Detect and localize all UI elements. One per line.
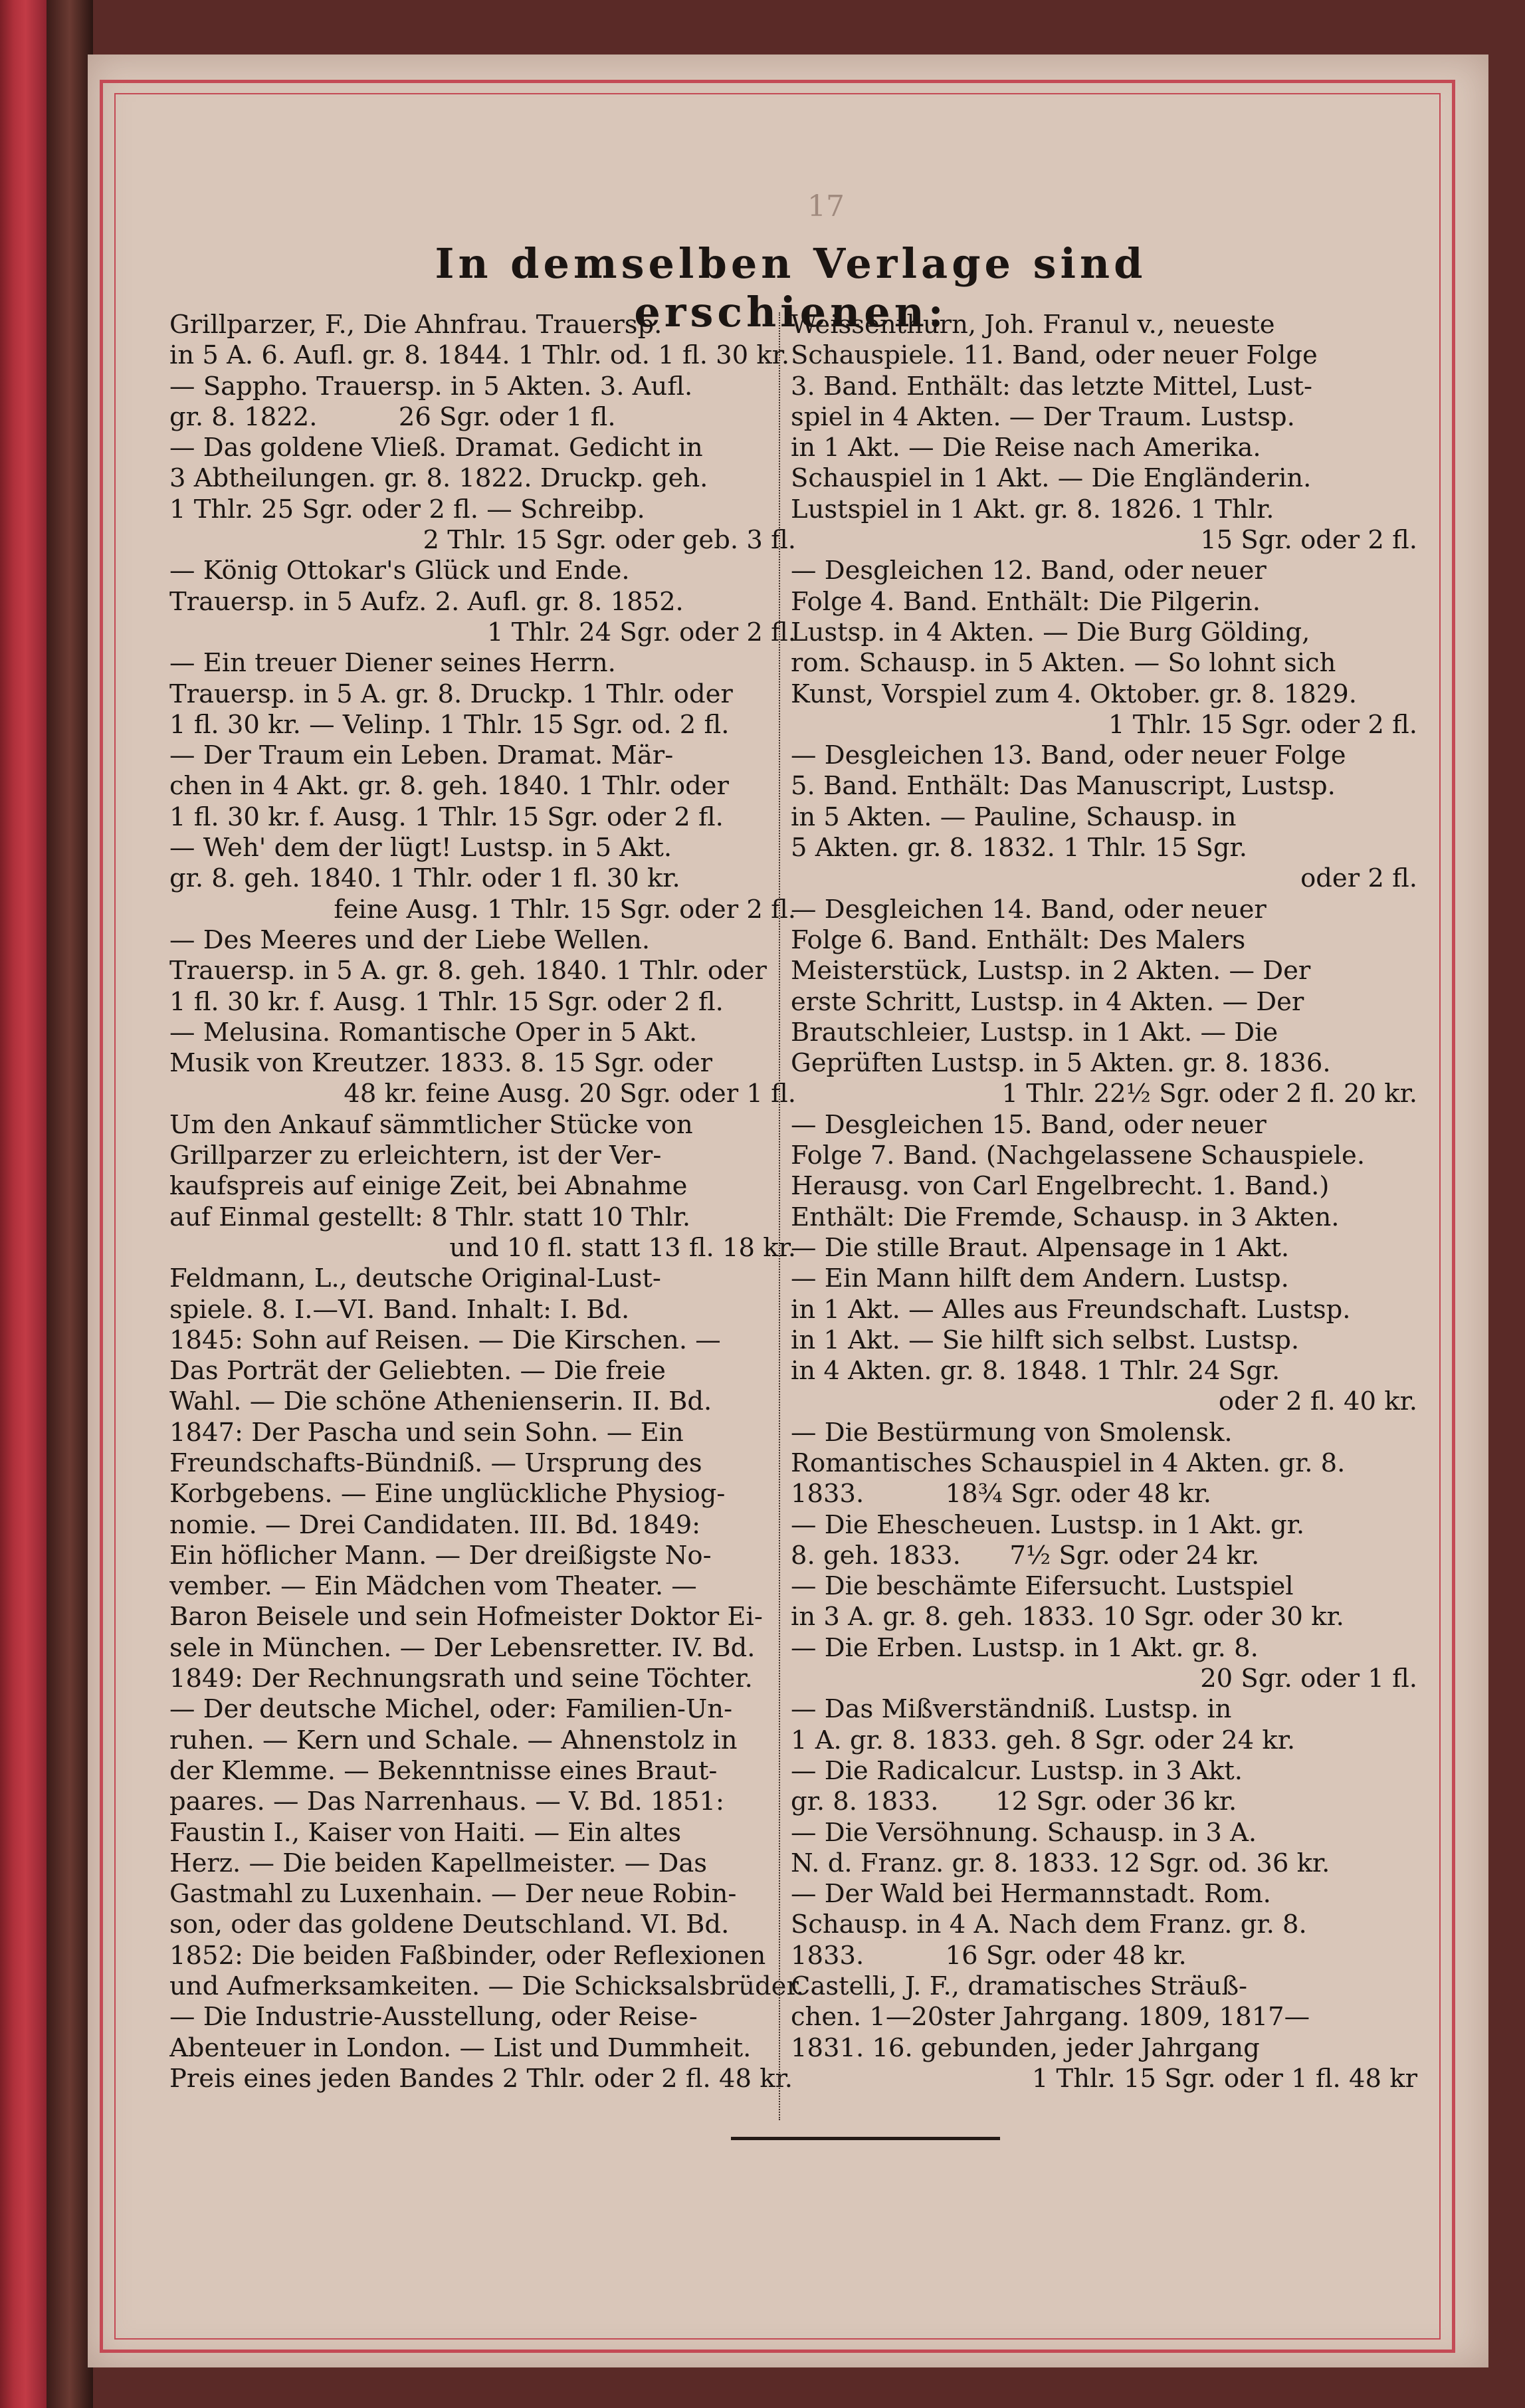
catalog-line: Brautschleier, Lustsp. in 1 Akt. — Die	[791, 1017, 1278, 1047]
catalog-line: Trauersp. in 5 Aufz. 2. Aufl. gr. 8. 1852.	[169, 586, 684, 617]
catalog-line: N. d. Franz. gr. 8. 1833. 12 Sgr. od. 36 kr.	[791, 1848, 1330, 1878]
catalog-line: Trauersp. in 5 A. gr. 8. geh. 1840. 1 Thlr. oder	[169, 956, 767, 986]
catalog-line: 1 fl. 30 kr. f. Ausg. 1 Thlr. 15 Sgr. oder 2 fl.	[169, 986, 724, 1017]
catalog-line: Das Porträt der Geliebten. — Die freie	[169, 1356, 666, 1386]
catalog-line: erste Schritt, Lustsp. in 4 Akten. — Der	[791, 986, 1304, 1017]
catalog-line: feine Ausg. 1 Thlr. 15 Sgr. oder 2 fl.	[334, 894, 796, 925]
catalog-line: Faustin I., Kaiser von Haiti. — Ein altes	[169, 1817, 682, 1848]
catalog-line: 3. Band. Enthält: das letzte Mittel, Lust-	[791, 371, 1313, 401]
catalog-line: 1847: Der Pascha und sein Sohn. — Ein	[169, 1417, 684, 1448]
catalog-line: auf Einmal gestellt: 8 Thlr. statt 10 Thlr.	[169, 1202, 691, 1232]
catalog-line: Grillparzer, F., Die Ahnfrau. Trauersp.	[169, 310, 662, 340]
catalog-line: 5. Band. Enthält: Das Manuscript, Lustsp.	[791, 771, 1336, 802]
book-spine	[0, 0, 47, 2408]
catalog-line: in 4 Akten. gr. 8. 1848. 1 Thlr. 24 Sgr.	[791, 1356, 1280, 1386]
catalog-line: — Weh' dem der lügt! Lustsp. in 5 Akt.	[169, 833, 672, 863]
catalog-line: Enthält: Die Fremde, Schausp. in 3 Akten.	[791, 1202, 1340, 1232]
catalog-line: 2 Thlr. 15 Sgr. oder geb. 3 fl.	[423, 525, 796, 556]
catalog-line: Feldmann, L., deutsche Original-Lust-	[169, 1263, 661, 1294]
catalog-line: 1 Thlr. 22½ Sgr. oder 2 fl. 20 kr.	[1001, 1079, 1417, 1109]
catalog-line: sele in München. — Der Lebensretter. IV. Bd.	[169, 1632, 756, 1663]
catalog-line: gr. 8. 1833. 12 Sgr. oder 36 kr.	[791, 1787, 1237, 1817]
catalog-line: — Ein Mann hilft dem Andern. Lustsp.	[791, 1263, 1289, 1294]
catalog-line: nomie. — Drei Candidaten. III. Bd. 1849:	[169, 1509, 701, 1540]
catalog-line: 5 Akten. gr. 8. 1832. 1 Thlr. 15 Sgr.	[791, 833, 1247, 863]
catalog-line: Gastmahl zu Luxenhain. — Der neue Robin-	[169, 1879, 737, 1910]
catalog-line: der Klemme. — Bekenntnisse eines Braut-	[169, 1755, 718, 1786]
catalog-line: spiel in 4 Akten. — Der Traum. Lustsp.	[791, 401, 1295, 432]
catalog-line: 1 A. gr. 8. 1833. geh. 8 Sgr. oder 24 kr.	[791, 1725, 1296, 1755]
catalog-line: 15 Sgr. oder 2 fl.	[1200, 525, 1417, 556]
catalog-line: Wahl. — Die schöne Athenienserin. II. Bd.	[169, 1386, 712, 1417]
catalog-line: — Das Mißverständniß. Lustsp. in	[791, 1694, 1232, 1725]
catalog-line: Herausg. von Carl Engelbrecht. 1. Band.)	[791, 1171, 1330, 1202]
catalog-line: Um den Ankauf sämmtlicher Stücke von	[169, 1109, 693, 1140]
catalog-line: — Die Industrie-Ausstellung, oder Reise-	[169, 2002, 698, 2032]
catalog-line: Preis eines jeden Bandes 2 Thlr. oder 2 fl. 48 kr.	[169, 2063, 793, 2094]
catalog-line: Meisterstück, Lustsp. in 2 Akten. — Der	[791, 956, 1311, 986]
catalog-line: 1849: Der Rechnungsrath und seine Töchter.	[169, 1664, 753, 1694]
catalog-line: — Melusina. Romantische Oper in 5 Akt.	[169, 1017, 698, 1047]
catalog-line: son, oder das goldene Deutschland. VI. Bd.	[169, 1910, 730, 1940]
catalog-line: — Die Radicalcur. Lustsp. in 3 Akt.	[791, 1755, 1243, 1786]
catalog-line: Geprüften Lustsp. in 5 Akten. gr. 8. 1836.	[791, 1048, 1331, 1079]
catalog-line: Abenteuer in London. — List und Dummheit.	[169, 2032, 752, 2063]
catalog-line: und Aufmerksamkeiten. — Die Schicksalsbrüder.	[169, 1971, 804, 2002]
catalog-line: — Sappho. Trauersp. in 5 Akten. 3. Aufl.	[169, 371, 693, 401]
catalog-line: — Die Bestürmung von Smolensk.	[791, 1417, 1233, 1448]
catalog-line: — König Ottokar's Glück und Ende.	[169, 556, 630, 586]
catalog-line: in 1 Akt. — Die Reise nach Amerika.	[791, 433, 1261, 463]
catalog-line: spiele. 8. I.—VI. Band. Inhalt: I. Bd.	[169, 1294, 630, 1325]
catalog-line: Folge 7. Band. (Nachgelassene Schauspiele.	[791, 1141, 1366, 1171]
catalog-line: — Die Erben. Lustsp. in 1 Akt. gr. 8.	[791, 1632, 1259, 1663]
catalog-line: Schausp. in 4 A. Nach dem Franz. gr. 8.	[791, 1910, 1307, 1940]
catalog-line: — Ein treuer Diener seines Herrn.	[169, 648, 616, 679]
catalog-line: oder 2 fl.	[1300, 863, 1417, 894]
page-number: 17	[807, 189, 845, 223]
catalog-line: 1 Thlr. 15 Sgr. oder 1 fl. 48 kr	[1031, 2063, 1417, 2094]
left-column	[169, 310, 804, 2094]
catalog-line: Romantisches Schauspiel in 4 Akten. gr. 8.	[791, 1448, 1346, 1478]
catalog-line: Grillparzer zu erleichtern, ist der Ver-	[169, 1141, 662, 1171]
page-heading: In demselben Verlage sind erschienen:	[435, 239, 1147, 336]
catalog-line: 1 fl. 30 kr. — Velinp. 1 Thlr. 15 Sgr. od. 2 fl.	[169, 709, 730, 740]
catalog-line: in 1 Akt. — Alles aus Freundschaft. Lustsp.	[791, 1294, 1351, 1325]
catalog-line: Kunst, Vorspiel zum 4. Oktober. gr. 8. 1829.	[791, 679, 1358, 709]
catalog-line: Schauspiele. 11. Band, oder neuer Folge	[791, 340, 1318, 371]
catalog-line: Trauersp. in 5 A. gr. 8. Druckp. 1 Thlr. oder	[169, 679, 733, 709]
catalog-line: 3 Abtheilungen. gr. 8. 1822. Druckp. geh.	[169, 463, 708, 494]
catalog-line: 1845: Sohn auf Reisen. — Die Kirschen. —	[169, 1325, 721, 1355]
catalog-line: — Der Traum ein Leben. Dramat. Mär-	[169, 740, 674, 771]
catalog-line: Freundschafts-Bündniß. — Ursprung des	[169, 1448, 702, 1478]
column-divider	[779, 312, 781, 2120]
catalog-line: — Des Meeres und der Liebe Wellen.	[169, 925, 651, 955]
catalog-line: paares. — Das Narrenhaus. — V. Bd. 1851:	[169, 1787, 724, 1817]
catalog-line: 1 fl. 30 kr. f. Ausg. 1 Thlr. 15 Sgr. oder 2 fl.	[169, 802, 724, 832]
catalog-line: chen in 4 Akt. gr. 8. geh. 1840. 1 Thlr. oder	[169, 771, 729, 802]
catalog-line: rom. Schausp. in 5 Akten. — So lohnt sich	[791, 648, 1336, 679]
catalog-line: 48 kr. feine Ausg. 20 Sgr. oder 1 fl.	[344, 1079, 796, 1109]
catalog-line: Ein höflicher Mann. — Der dreißigste No-	[169, 1540, 712, 1571]
catalog-line: 20 Sgr. oder 1 fl.	[1200, 1664, 1417, 1694]
right-column	[791, 310, 1425, 2094]
closing-rule	[731, 2137, 1000, 2140]
catalog-line: 1852: Die beiden Faßbinder, oder Reflexionen	[169, 1940, 766, 1971]
catalog-line: gr. 8. 1822. 26 Sgr. oder 1 fl.	[169, 401, 616, 432]
catalog-line: — Desgleichen 13. Band, oder neuer Folge	[791, 740, 1346, 771]
catalog-line: Lustsp. in 4 Akten. — Die Burg Gölding,	[791, 617, 1310, 647]
catalog-line: Folge 4. Band. Enthält: Die Pilgerin.	[791, 586, 1261, 617]
catalog-line: Herz. — Die beiden Kapellmeister. — Das	[169, 1848, 708, 1878]
catalog-line: 1 Thlr. 15 Sgr. oder 2 fl.	[1108, 709, 1417, 740]
catalog-line: — Desgleichen 15. Band, oder neuer	[791, 1109, 1267, 1140]
catalog-line: kaufspreis auf einige Zeit, bei Abnahme	[169, 1171, 688, 1202]
catalog-line: — Das goldene Vließ. Dramat. Gedicht in	[169, 433, 703, 463]
catalog-line: — Der deutsche Michel, oder: Familien-Un-	[169, 1694, 733, 1725]
page-edges	[47, 0, 93, 2408]
catalog-line: 1833. 16 Sgr. oder 48 kr.	[791, 1940, 1187, 1971]
catalog-line: Baron Beisele und sein Hofmeister Doktor Ei-	[169, 1602, 763, 1632]
catalog-line: 1 Thlr. 25 Sgr. oder 2 fl. — Schreibp.	[169, 494, 645, 524]
catalog-line: chen. 1—20ster Jahrgang. 1809, 1817—	[791, 2002, 1310, 2032]
catalog-line: Folge 6. Band. Enthält: Des Malers	[791, 925, 1246, 955]
catalog-line: — Desgleichen 14. Band, oder neuer	[791, 894, 1267, 925]
catalog-line: in 5 A. 6. Aufl. gr. 8. 1844. 1 Thlr. od. 1 fl. 30 kr.	[169, 340, 790, 371]
catalog-line: Musik von Kreutzer. 1833. 8. 15 Sgr. oder	[169, 1048, 713, 1079]
catalog-line: 1833. 18¾ Sgr. oder 48 kr.	[791, 1479, 1212, 1509]
catalog-line: ruhen. — Kern und Schale. — Ahnenstolz in	[169, 1725, 738, 1755]
catalog-line: Lustspiel in 1 Akt. gr. 8. 1826. 1 Thlr.	[791, 494, 1274, 524]
catalog-line: 1831. 16. gebunden, jeder Jahrgang	[791, 2032, 1260, 2063]
catalog-line: Korbgebens. — Eine unglückliche Physiog-	[169, 1479, 726, 1509]
catalog-line: 8. geh. 1833. 7½ Sgr. oder 24 kr.	[791, 1540, 1260, 1571]
catalog-line: gr. 8. geh. 1840. 1 Thlr. oder 1 fl. 30 kr.	[169, 863, 680, 894]
catalog-line: in 3 A. gr. 8. geh. 1833. 10 Sgr. oder 30 kr.	[791, 1602, 1344, 1632]
catalog-line: — Der Wald bei Hermannstadt. Rom.	[791, 1879, 1271, 1910]
catalog-line: Castelli, J. F., dramatisches Sträuß-	[791, 1971, 1248, 2002]
catalog-line: oder 2 fl. 40 kr.	[1218, 1386, 1417, 1417]
catalog-line: Weissenthurn, Joh. Franul v., neueste	[791, 310, 1275, 340]
catalog-line: — Die Versöhnung. Schausp. in 3 A.	[791, 1817, 1257, 1848]
catalog-line: — Die Ehescheuen. Lustsp. in 1 Akt. gr.	[791, 1509, 1305, 1540]
catalog-line: 1 Thlr. 24 Sgr. oder 2 fl.	[487, 617, 796, 647]
catalog-line: — Die beschämte Eifersucht. Lustspiel	[791, 1571, 1294, 1602]
catalog-line: und 10 fl. statt 13 fl. 18 kr.	[449, 1232, 796, 1263]
catalog-line: in 1 Akt. — Sie hilft sich selbst. Lustsp.	[791, 1325, 1300, 1355]
catalog-line: — Die stille Braut. Alpensage in 1 Akt.	[791, 1232, 1290, 1263]
catalog-line: — Desgleichen 12. Band, oder neuer	[791, 556, 1267, 586]
catalog-line: vember. — Ein Mädchen vom Theater. —	[169, 1571, 697, 1602]
catalog-line: Schauspiel in 1 Akt. — Die Engländerin.	[791, 463, 1312, 494]
catalog-line: in 5 Akten. — Pauline, Schausp. in	[791, 802, 1237, 832]
